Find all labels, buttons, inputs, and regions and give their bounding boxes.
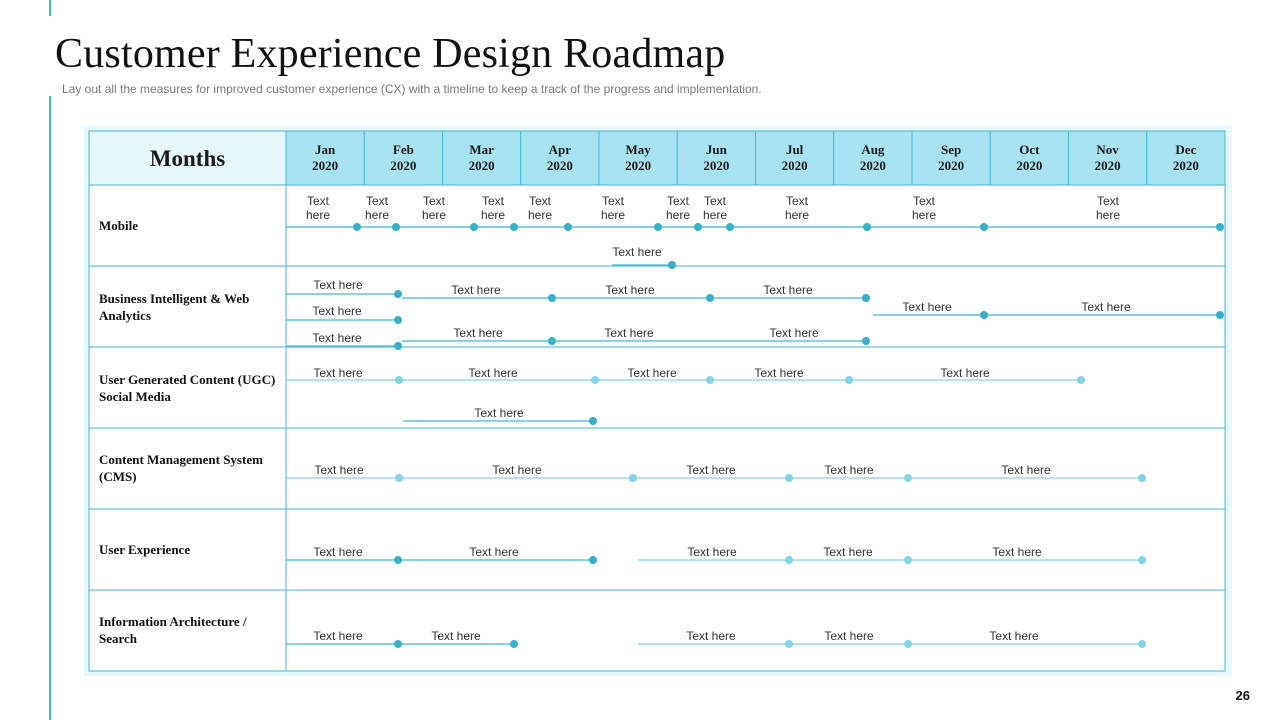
milestone-text: Text here: [902, 300, 952, 314]
row-label: Business Intelligent & Web Analytics: [99, 291, 250, 323]
milestone-text: Text here: [686, 629, 736, 643]
milestone-text: here: [702, 208, 728, 222]
month-header-label: Nov: [1096, 142, 1119, 157]
milestone-text: Text here: [1081, 300, 1131, 314]
milestone-dot: [980, 223, 988, 231]
milestone-dot: [394, 316, 402, 324]
milestone-text: Text here: [312, 331, 362, 345]
milestone-dot: [510, 223, 518, 231]
month-header-year: 2020: [390, 158, 417, 173]
milestone-text: here: [911, 208, 937, 222]
milestone-text: here: [600, 208, 626, 222]
milestone-text: Text here: [605, 283, 655, 297]
milestone-dot: [785, 474, 793, 482]
milestone-dot: [862, 294, 870, 302]
month-header-year: 2020: [859, 158, 886, 173]
month-header-label: Feb: [392, 142, 414, 157]
row-label: User Experience: [99, 542, 191, 557]
milestone-text: Text here: [492, 463, 542, 477]
milestone-dot: [591, 376, 599, 384]
milestone-dot: [706, 294, 714, 302]
milestone-text: Text: [422, 194, 446, 208]
milestone-dot: [394, 290, 402, 298]
milestone-dot: [904, 474, 912, 482]
milestone-dot: [654, 223, 662, 231]
milestone-dot: [706, 376, 714, 384]
milestone-text: Text here: [431, 629, 481, 643]
milestone-dot: [863, 223, 871, 231]
milestone-text: Text here: [313, 278, 363, 292]
page-subtitle: Lay out all the measures for improved customer experience (CX) with a timeline to keep a track of the progress and implementation.: [62, 82, 762, 96]
month-header-year: 2020: [703, 158, 730, 173]
month-header-year: 2020: [781, 158, 808, 173]
milestone-text: Text here: [313, 629, 363, 643]
milestone-dot: [980, 311, 988, 319]
month-header-label: May: [625, 142, 651, 157]
month-header-label: Mar: [469, 142, 494, 157]
milestone-dot: [904, 640, 912, 648]
milestone-text: Text here: [763, 283, 813, 297]
months-corner-label: Months: [149, 146, 226, 171]
milestone-dot: [470, 223, 478, 231]
milestone-text: Text here: [824, 463, 874, 477]
milestone-dot: [1138, 474, 1146, 482]
milestone-dot: [394, 640, 402, 648]
milestone-text: Text here: [474, 406, 524, 420]
milestone-text: Text here: [453, 326, 503, 340]
milestone-dot: [564, 223, 572, 231]
month-header-label: Jan: [315, 142, 336, 157]
milestone-text: Text here: [824, 629, 874, 643]
milestone-text: Text here: [313, 366, 363, 380]
month-header-year: 2020: [546, 158, 573, 173]
milestone-text: Text here: [469, 545, 519, 559]
milestone-dot: [1138, 556, 1146, 564]
month-header-year: 2020: [312, 158, 339, 173]
milestone-text: Text here: [314, 463, 364, 477]
page-title: Customer Experience Design Roadmap: [55, 31, 726, 77]
milestone-text: Text: [785, 194, 809, 208]
milestone-text: Text: [912, 194, 936, 208]
milestone-text: here: [364, 208, 390, 222]
milestone-dot: [726, 223, 734, 231]
milestone-text: here: [480, 208, 506, 222]
milestone-dot: [394, 556, 402, 564]
milestone-dot: [548, 337, 556, 345]
milestone-text: Text here: [627, 366, 677, 380]
milestone-text: Text here: [992, 545, 1042, 559]
milestone-text: Text: [365, 194, 389, 208]
milestone-dot: [904, 556, 912, 564]
milestone-dot: [862, 337, 870, 345]
milestone-text: Text: [481, 194, 505, 208]
milestone-text: Text here: [1001, 463, 1051, 477]
month-header-label: Jun: [705, 142, 727, 157]
milestone-text: Text here: [451, 283, 501, 297]
milestone-dot: [1077, 376, 1085, 384]
milestone-dot: [589, 417, 597, 425]
milestone-dot: [395, 376, 403, 384]
month-header-label: Apr: [548, 142, 572, 157]
row-label: Mobile: [99, 218, 138, 233]
month-header-label: Sep: [941, 142, 962, 157]
milestone-dot: [1216, 223, 1224, 231]
milestone-dot: [1138, 640, 1146, 648]
month-header-year: 2020: [1172, 158, 1199, 173]
month-header-year: 2020: [1094, 158, 1121, 173]
milestone-text: Text: [1096, 194, 1120, 208]
milestone-text: Text here: [312, 304, 362, 318]
milestone-dot: [394, 342, 402, 350]
milestone-dot: [589, 556, 597, 564]
month-header-year: 2020: [625, 158, 652, 173]
milestone-text: here: [665, 208, 691, 222]
month-header-year: 2020: [1016, 158, 1043, 173]
milestone-text: Text here: [686, 463, 736, 477]
milestone-text: Text here: [313, 545, 363, 559]
milestone-text: here: [784, 208, 810, 222]
row-label: Information Architecture / Search: [99, 614, 247, 646]
milestone-text: Text here: [468, 366, 518, 380]
row-label: Content Management System (CMS): [99, 452, 263, 484]
milestone-text: here: [305, 208, 331, 222]
milestone-dot: [629, 474, 637, 482]
month-header-label: Dec: [1175, 142, 1197, 157]
month-header-year: 2020: [938, 158, 965, 173]
milestone-text: Text: [703, 194, 727, 208]
month-header-label: Aug: [861, 142, 885, 157]
milestone-dot: [392, 223, 400, 231]
milestone-text: Text here: [940, 366, 990, 380]
milestone-dot: [785, 640, 793, 648]
milestone-text: Text: [528, 194, 552, 208]
milestone-dot: [353, 223, 361, 231]
milestone-text: Text here: [687, 545, 737, 559]
milestone-dot: [395, 474, 403, 482]
row-label: User Generated Content (UGC) Social Media: [99, 372, 276, 404]
milestone-dot: [668, 261, 676, 269]
row-timeline-cell: [286, 590, 1225, 671]
milestone-dot: [510, 640, 518, 648]
row-timeline-cell: [286, 428, 1225, 509]
milestone-dot: [1216, 311, 1224, 319]
milestone-text: Text: [601, 194, 625, 208]
milestone-dot: [694, 223, 702, 231]
milestone-dot: [548, 294, 556, 302]
milestone-text: Text here: [989, 629, 1039, 643]
row-timeline-cell: [286, 509, 1225, 590]
milestone-dot: [845, 376, 853, 384]
milestone-text: Text here: [769, 326, 819, 340]
month-header-label: Oct: [1019, 142, 1040, 157]
milestone-text: here: [421, 208, 447, 222]
page-number: 26: [1235, 688, 1250, 703]
row-timeline-cell: [286, 347, 1225, 428]
milestone-text: Text here: [604, 326, 654, 340]
milestone-text: Text: [306, 194, 330, 208]
milestone-dot: [785, 556, 793, 564]
milestone-text: Text here: [823, 545, 873, 559]
milestone-text: here: [1095, 208, 1121, 222]
milestone-text: here: [527, 208, 553, 222]
month-header-label: Jul: [785, 142, 804, 157]
milestone-text: Text: [666, 194, 690, 208]
month-header-year: 2020: [468, 158, 495, 173]
milestone-text: Text here: [754, 366, 804, 380]
milestone-text: Text here: [612, 245, 662, 259]
